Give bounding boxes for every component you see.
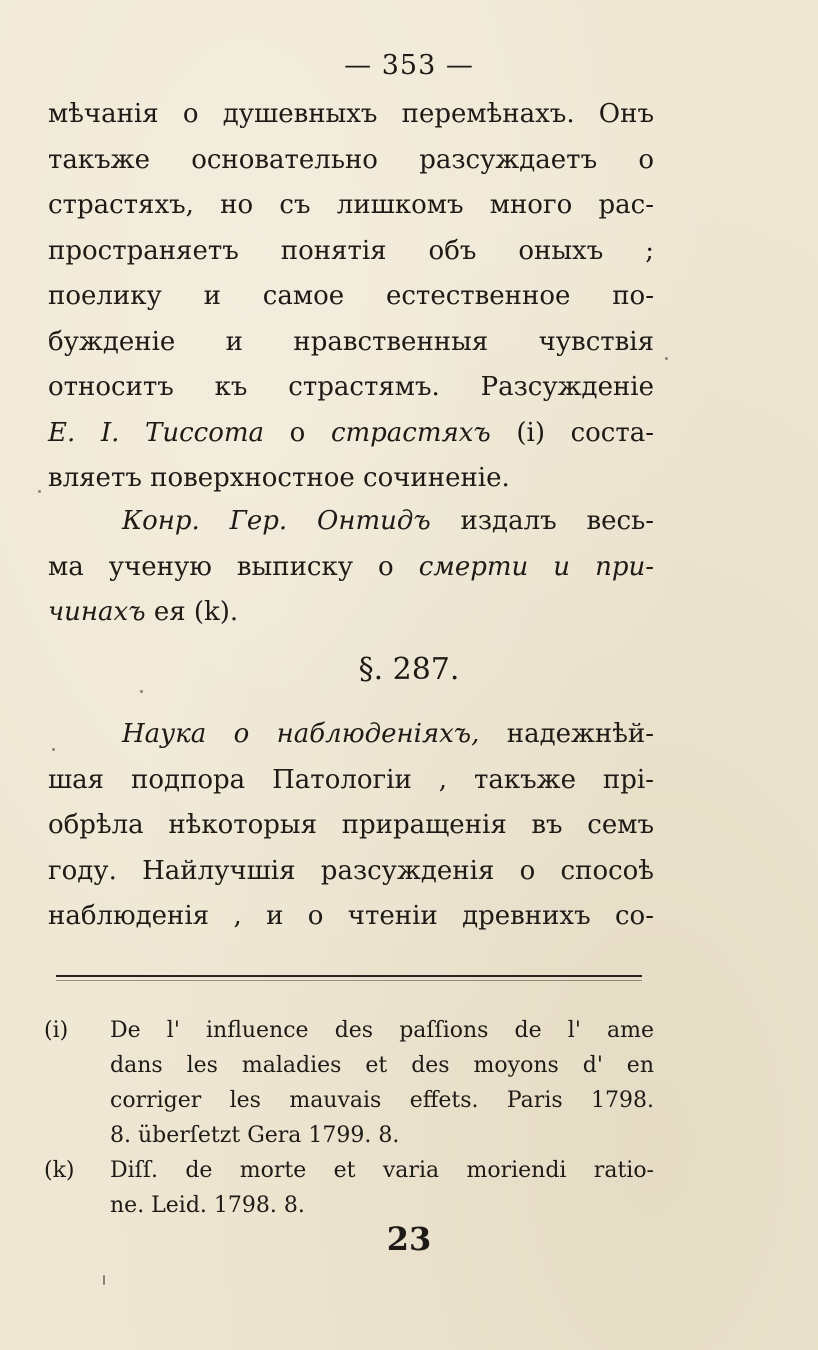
paper-speck <box>665 357 668 360</box>
text-fragment: ма ученую выписку о <box>48 551 394 582</box>
text-line: шая подпора Патологіи , такъже прі- <box>48 764 654 795</box>
paper-speck <box>103 1275 105 1285</box>
text-line: наблюденія , и о чтеніи древнихъ со- <box>48 901 654 931</box>
text-line: пространяетъ понятія объ оныхъ ; <box>48 235 654 266</box>
text-line <box>48 712 654 758</box>
paragraph-observation <box>48 712 654 940</box>
footnote-line: ne. Leid. 1798. 8. <box>110 1193 305 1218</box>
footnote-i <box>44 1013 654 1153</box>
cited-title: смерти и при- <box>418 551 654 582</box>
footnote-divider-shadow <box>56 980 642 981</box>
text-line-citation <box>48 411 654 457</box>
footnote-text: Diſſ. de morte et varia moriendi ratio- <box>110 1158 654 1183</box>
text-fragment: о <box>289 417 306 448</box>
text-line: относитъ къ страстямъ. Разсужденіе <box>48 372 654 402</box>
section-heading: §. 287. <box>358 652 460 687</box>
footnote-ref-k: ея (k). <box>153 597 239 627</box>
footnote-line <box>44 1013 654 1048</box>
footnote-mark: (i) <box>44 1018 69 1043</box>
text-line: страстяхъ, но съ лишкомъ много рас- <box>48 190 654 220</box>
section-term: Наука о наблюденіяхъ, <box>122 719 480 749</box>
footnote-divider <box>56 975 642 977</box>
text-line <box>48 590 654 636</box>
paragraph-ontyd <box>48 499 654 636</box>
text-line: такъже основательно разсуждаетъ о <box>48 144 654 175</box>
signature-mark: 23 <box>386 1220 432 1258</box>
text-line <box>48 545 654 591</box>
page-number-header: — 353 — <box>344 50 474 81</box>
text-line: вляетъ поверхностное сочиненіе. <box>48 463 510 493</box>
cited-author: Е. І. Тиссота <box>48 417 265 448</box>
footnote-k <box>44 1153 654 1223</box>
footnotes <box>44 1013 654 1223</box>
footnote-line: 8. überſetzt Gera 1799. 8. <box>110 1123 400 1148</box>
paper-speck <box>140 690 143 693</box>
text-line: мѣчанія о душевныхъ перемѣнахъ. Онъ <box>48 99 654 129</box>
paper-speck <box>52 748 55 751</box>
footnote-ref-i: (і) соста- <box>516 417 655 448</box>
text-line <box>48 499 654 545</box>
text-fragment: надежнѣй- <box>506 719 654 749</box>
footnote-line: dans les maladies et des moyons d' en <box>110 1053 654 1078</box>
paper-speck <box>38 490 41 493</box>
paragraph-continuation <box>48 92 654 502</box>
footnote-line: corriger les mauvais effets. Paris 1798. <box>110 1088 654 1113</box>
text-line: году. Найлучшія разсужденія о спосоѣ <box>48 855 654 886</box>
text-line: обрѣла нѣкоторыя приращенія въ семъ <box>48 810 654 840</box>
footnote-text: De l' influence des paſſions de l' ame <box>110 1018 654 1043</box>
text-line: бужденіе и нравственныя чувствія <box>48 326 654 357</box>
cited-title: чинахъ <box>48 597 146 627</box>
cited-author: Конр. Гер. Онтидъ <box>122 506 431 536</box>
text-fragment: издалъ весь- <box>460 506 655 536</box>
text-line: поелику и самое естественное по- <box>48 281 654 311</box>
cited-title: страстяхъ <box>330 417 491 448</box>
footnote-mark: (k) <box>44 1158 75 1183</box>
footnote-line <box>44 1153 654 1188</box>
